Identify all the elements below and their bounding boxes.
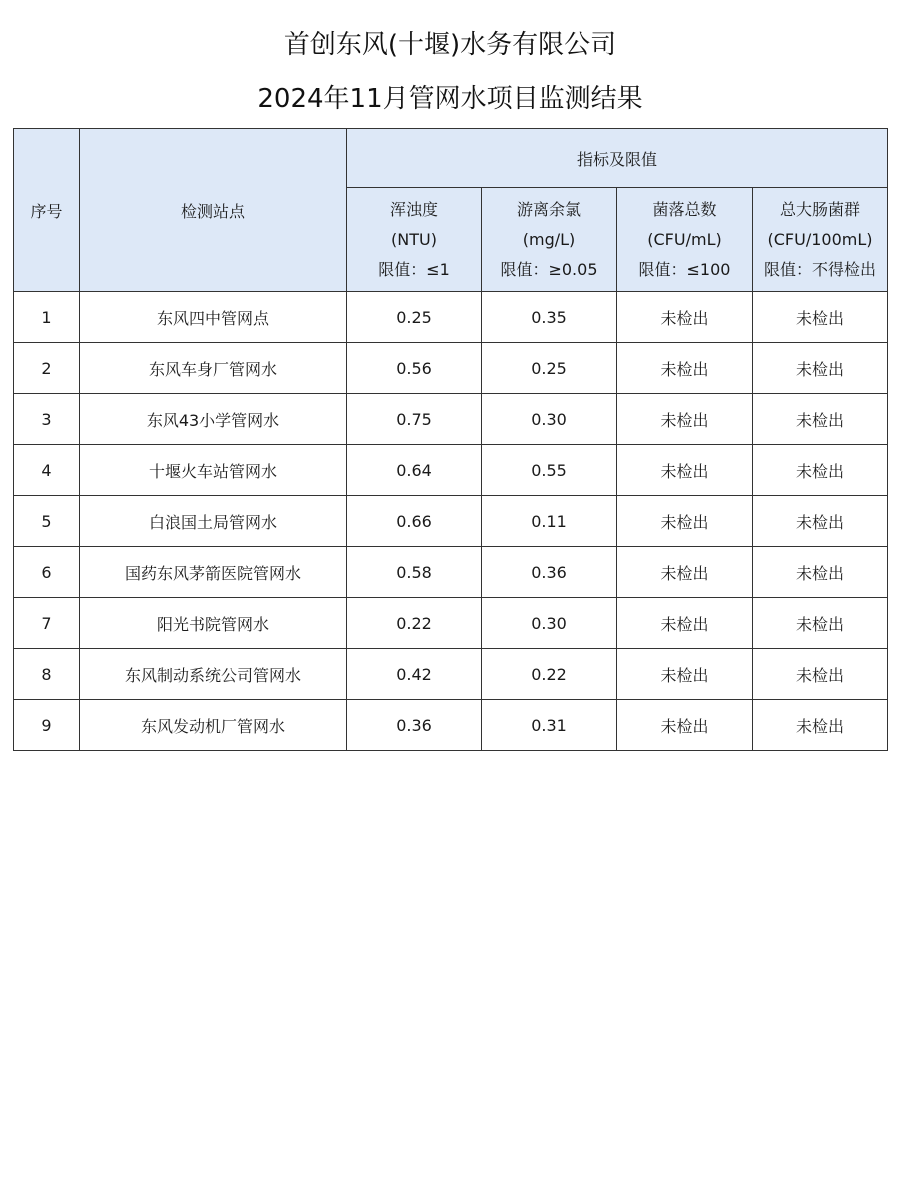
header-station: 检测站点 bbox=[80, 129, 347, 292]
cell-coliform: 未检出 bbox=[753, 547, 888, 598]
cell-index: 6 bbox=[14, 547, 80, 598]
cell-station: 东风四中管网点 bbox=[80, 292, 347, 343]
cell-station: 东风43小学管网水 bbox=[80, 394, 347, 445]
cell-chlorine: 0.30 bbox=[482, 598, 617, 649]
cell-index: 4 bbox=[14, 445, 80, 496]
table-row bbox=[14, 292, 888, 343]
cell-colony: 未检出 bbox=[617, 292, 753, 343]
cell-coliform: 未检出 bbox=[753, 700, 888, 751]
cell-colony: 未检出 bbox=[617, 700, 753, 751]
cell-station: 东风制动系统公司管网水 bbox=[80, 649, 347, 700]
chlorine-name: 游离余氯 bbox=[516, 199, 581, 219]
cell-station: 东风发动机厂管网水 bbox=[80, 700, 347, 751]
company-title: 首创东风(十堰)水务有限公司 bbox=[283, 30, 617, 60]
cell-turbidity: 0.36 bbox=[347, 700, 482, 751]
table-row bbox=[14, 598, 888, 649]
coliform-limit: 限值：不得检出 bbox=[764, 259, 877, 279]
table-row bbox=[14, 547, 888, 598]
colony-unit: (CFU/mL) bbox=[647, 229, 722, 249]
cell-chlorine: 0.35 bbox=[482, 292, 617, 343]
cell-index: 7 bbox=[14, 598, 80, 649]
cell-station: 东风车身厂管网水 bbox=[80, 343, 347, 394]
cell-coliform: 未检出 bbox=[753, 445, 888, 496]
turbidity-limit: 限值：≤1 bbox=[378, 259, 450, 279]
header-total-coliform bbox=[753, 188, 888, 292]
report-title: 2024年11月管网水项目监测结果 bbox=[257, 84, 643, 114]
header-index: 序号 bbox=[14, 129, 80, 292]
cell-colony: 未检出 bbox=[617, 496, 753, 547]
cell-index: 1 bbox=[14, 292, 80, 343]
header-colony-count bbox=[617, 188, 753, 292]
cell-turbidity: 0.22 bbox=[347, 598, 482, 649]
cell-index: 5 bbox=[14, 496, 80, 547]
cell-turbidity: 0.58 bbox=[347, 547, 482, 598]
cell-coliform: 未检出 bbox=[753, 496, 888, 547]
cell-chlorine: 0.25 bbox=[482, 343, 617, 394]
cell-chlorine: 0.31 bbox=[482, 700, 617, 751]
cell-colony: 未检出 bbox=[617, 598, 753, 649]
cell-colony: 未检出 bbox=[617, 445, 753, 496]
table-body bbox=[14, 292, 888, 751]
cell-station: 阳光书院管网水 bbox=[80, 598, 347, 649]
cell-coliform: 未检出 bbox=[753, 292, 888, 343]
cell-index: 3 bbox=[14, 394, 80, 445]
cell-coliform: 未检出 bbox=[753, 394, 888, 445]
cell-index: 2 bbox=[14, 343, 80, 394]
cell-chlorine: 0.55 bbox=[482, 445, 617, 496]
cell-colony: 未检出 bbox=[617, 343, 753, 394]
table-row bbox=[14, 700, 888, 751]
table-row bbox=[14, 343, 888, 394]
cell-turbidity: 0.56 bbox=[347, 343, 482, 394]
monitoring-results-table bbox=[13, 128, 888, 751]
cell-chlorine: 0.36 bbox=[482, 547, 617, 598]
cell-coliform: 未检出 bbox=[753, 343, 888, 394]
table-row bbox=[14, 649, 888, 700]
colony-name: 菌落总数 bbox=[652, 199, 717, 219]
cell-turbidity: 0.66 bbox=[347, 496, 482, 547]
cell-turbidity: 0.64 bbox=[347, 445, 482, 496]
cell-index: 8 bbox=[14, 649, 80, 700]
header-turbidity bbox=[347, 188, 482, 292]
cell-index: 9 bbox=[14, 700, 80, 751]
cell-chlorine: 0.11 bbox=[482, 496, 617, 547]
coliform-unit: (CFU/100mL) bbox=[767, 229, 873, 249]
turbidity-unit: (NTU) bbox=[391, 229, 437, 249]
colony-limit: 限值：≤100 bbox=[638, 259, 731, 279]
turbidity-name: 浑浊度 bbox=[389, 199, 438, 219]
coliform-name: 总大肠菌群 bbox=[780, 199, 861, 219]
cell-station: 国药东风茅箭医院管网水 bbox=[80, 547, 347, 598]
cell-coliform: 未检出 bbox=[753, 598, 888, 649]
cell-station: 白浪国土局管网水 bbox=[80, 496, 347, 547]
chlorine-unit: (mg/L) bbox=[522, 229, 576, 249]
cell-colony: 未检出 bbox=[617, 394, 753, 445]
chlorine-limit: 限值：≥0.05 bbox=[500, 259, 598, 279]
cell-turbidity: 0.75 bbox=[347, 394, 482, 445]
cell-chlorine: 0.30 bbox=[482, 394, 617, 445]
cell-coliform: 未检出 bbox=[753, 649, 888, 700]
header-free-chlorine bbox=[482, 188, 617, 292]
cell-chlorine: 0.22 bbox=[482, 649, 617, 700]
cell-station: 十堰火车站管网水 bbox=[80, 445, 347, 496]
header-indicators-group: 指标及限值 bbox=[347, 129, 888, 188]
cell-colony: 未检出 bbox=[617, 649, 753, 700]
cell-colony: 未检出 bbox=[617, 547, 753, 598]
table-row bbox=[14, 445, 888, 496]
cell-turbidity: 0.25 bbox=[347, 292, 482, 343]
table-row bbox=[14, 496, 888, 547]
table-row bbox=[14, 394, 888, 445]
cell-turbidity: 0.42 bbox=[347, 649, 482, 700]
table-header bbox=[14, 129, 888, 292]
